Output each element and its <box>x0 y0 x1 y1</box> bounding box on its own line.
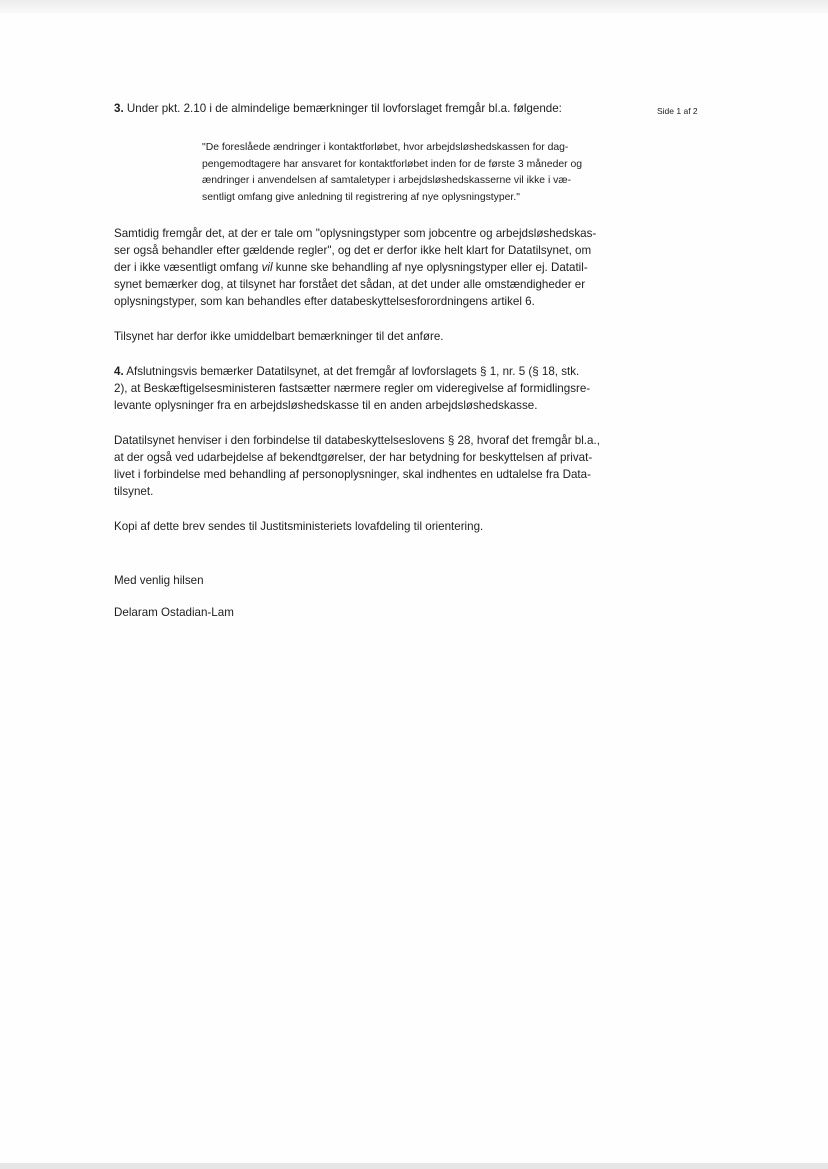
paragraph-line: tilsynet. <box>114 485 154 498</box>
item-3-intro-text: Under pkt. 2.10 i de almindelige bemærkninger til lovforslaget fremgår bl.a. følgende: <box>126 102 562 115</box>
paragraph-line: Datatilsynet henviser i den forbindelse til databeskyttelseslovens § 28, hvoraf det fremgår bl.a., <box>114 434 600 447</box>
paragraph-tilsynet: Tilsynet har derfor ikke umiddelbart bemærkninger til det anføre. <box>114 330 444 343</box>
text-segment: Afslutningsvis bemærker Datatilsynet, at det fremgår af lovforslagets § 1, nr. 5 (§ 18, stk. <box>126 365 580 378</box>
italic-word: vil <box>261 261 273 274</box>
paragraph-samtidig <box>114 225 636 310</box>
paragraph-line: livet i forbindelse med behandling af personoplysninger, skal indhentes en udtalelse fra Data- <box>114 468 591 481</box>
paragraph-line: oplysningstyper, som kan behandles efter databeskyttelsesforordningens artikel 6. <box>114 295 535 308</box>
item-3-number: 3. <box>114 102 124 115</box>
paragraph-line: Samtidig fremgår det, at der er tale om "oplysningstyper som jobcentre og arbejdsløshedskas- <box>114 227 597 240</box>
item-4-number: 4. <box>114 365 124 378</box>
text-segment: kunne ske behandling af nye oplysningstyper eller ej. Datatil- <box>272 261 588 274</box>
paragraph-henviser <box>114 432 636 500</box>
signatory-name: Delaram Ostadian-Lam <box>114 606 234 619</box>
scan-bottom-edge <box>0 1163 828 1169</box>
quote-line: ændringer i anvendelsen af samtaletyper i arbejdsløshedskasserne vil ikke i væ- <box>202 175 572 186</box>
quote-line: pengemodtagere har ansvaret for kontaktforløbet inden for de første 3 måneder og <box>202 158 583 170</box>
text-segment: der i ikke væsentligt omfang <box>114 261 262 274</box>
closing-greeting: Med venlig hilsen <box>114 574 204 587</box>
quote-line: sentligt omfang give anledning til registrering af nye oplysningstyper." <box>202 191 520 203</box>
paragraph-kopi: Kopi af dette brev sendes til Justitsministeriets lovafdeling til orientering. <box>114 520 484 533</box>
paragraph-line: levante oplysninger fra en arbejdsløshedskasse til en anden arbejdsløshedskasse. <box>114 399 538 412</box>
paragraph-line: synet bemærker dog, at tilsynet har forstået det sådan, at det under alle omstændigheder er <box>114 278 586 291</box>
letter-body <box>114 100 636 621</box>
quoted-passage <box>202 140 636 206</box>
paragraph-line: at der også ved udarbejdelse af bekendtgørelser, der har betydning for beskyttelsen af privat- <box>114 451 593 464</box>
item-3-intro <box>114 100 636 117</box>
item-4 <box>114 363 636 414</box>
paragraph-line <box>114 259 636 276</box>
paragraph-line <box>114 363 636 380</box>
paragraph-line: 2), at Beskæftigelsesministeren fastsætter nærmere regler om videregivelse af formidlingsre- <box>114 382 591 395</box>
scan-top-edge <box>0 0 828 14</box>
page-number: Side 1 af 2 <box>657 106 698 116</box>
paragraph-line: ser også behandler efter gældende regler", og det er derfor ikke helt klart for Datatilsynet, om <box>114 244 592 257</box>
quote-line: "De foreslåede ændringer i kontaktforløbet, hvor arbejdsløshedskassen for dag- <box>202 142 569 153</box>
